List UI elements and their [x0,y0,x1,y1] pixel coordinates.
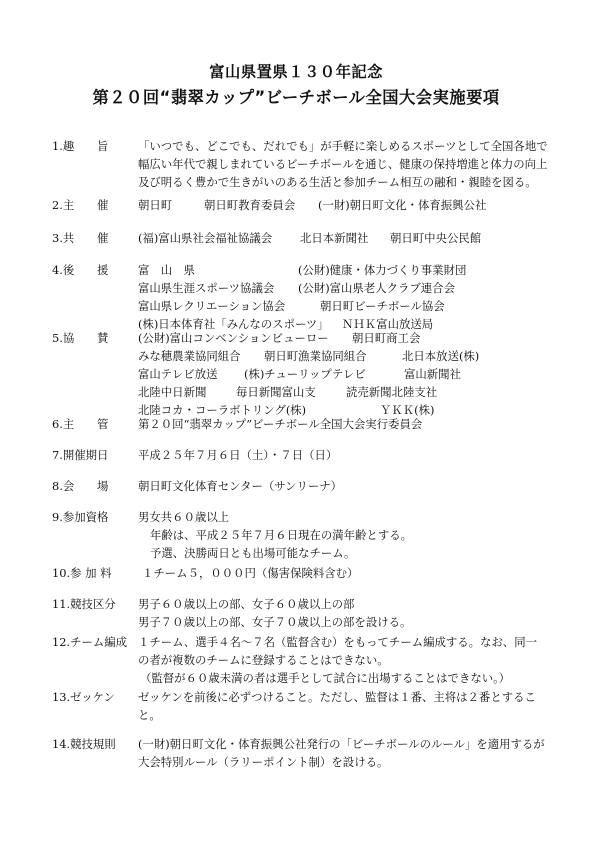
organizer-entry: 朝日町 [138,198,173,212]
supporter-entry: 富 山 県 [138,263,195,277]
section-label: 6.主 管 [52,417,109,431]
section-text-line: 第２０回“翡翠カップ”ビーチボール全国大会実行委員会 [138,417,423,431]
section-text-line: 幅広い年代で親しまれているビーチボールを通じ、健康の保持増進と体力の向上 [138,157,548,171]
section-text-line: （監督が６０歳未満の者は選手として試合に出場することはできない。） [140,671,511,685]
section-text-line: 大会特別ルール（ラリーポイント制）を設ける。 [138,755,389,769]
section-text-line: 男子７０歳以上の部、女子７０歳以上の部を設ける。 [138,615,412,629]
section-label: 11.競技区分 [52,597,116,611]
section-text-line: 朝日町文化体育センター（サンリーナ） [138,479,343,493]
title-line-1: 富山県置県１３０年記念 [209,63,383,81]
sponsor-entry: 朝日町商工会 [352,331,421,345]
section-text-line: 男女共６０歳以上 [138,510,230,524]
co-organizer-entry: (福)富山県社会福祉協議会 [138,231,273,245]
sponsor-entry: 読売新聞北陸支社 [346,385,438,399]
sponsor-entry: 富山新聞社 [404,367,461,381]
supporter-entry: ＮＨＫ富山放送局 [342,317,434,331]
section-label: 9.参加資格 [52,510,109,524]
section-label: 3.共 催 [52,231,109,245]
sponsor-entry: (公財)富山コンベンションビューロー [138,331,329,345]
section-text-line: と。 [138,708,161,722]
supporter-entry: 富山県生涯スポーツ協議会 [138,281,275,295]
section-text-line: ゼッケンを前後に必ずつけること。ただし、監督は１番、主将は２番とするこ [138,690,536,704]
supporter-entry: (公財)富山県老人クラブ連合会 [298,281,455,295]
section-label: 4.後 援 [52,263,109,277]
section-text-line: 年齢は、平成２５年７月６日現在の満年齢とする。 [150,528,412,542]
section-label: 1.趣 旨 [52,139,109,153]
section-label: 10.参 加 料 [52,566,112,580]
section-text-line: (一財)朝日町文化・体育振興公社発行の「ビーチボールのルール」を適用するが [138,737,545,751]
section-label: 5.協 賛 [52,331,109,345]
co-organizer-entry: 朝日町中央公民館 [390,231,482,245]
sponsor-entry: 富山テレビ放送 [138,367,218,381]
supporter-entry: (公財)健康・体力づくり事業財団 [298,263,467,277]
section-text-line: 平成２５年７月６日（土）・７日（日） [138,448,338,462]
title-line-2: 第２０回“翡翠カップ”ビーチボール全国大会実施要項 [92,88,500,107]
sponsor-entry: 北日本放送(株) [402,349,480,363]
sponsor-entry: ＹＫＫ(株) [380,403,435,417]
co-organizer-entry: 北日本新聞社 [300,231,369,245]
supporter-entry: 朝日町ビーチボール協会 [320,299,445,313]
section-text-line: の者が複数のチームに登録することはできない。 [138,653,389,667]
section-label: 14.競技規則 [52,737,116,751]
sponsor-entry: 朝日町漁業協同組合 [264,349,367,363]
section-text-line: １チーム、選手４名～７名（監督含む）をもってチーム編成する。なお、同一 [138,635,538,649]
section-label: 2.主 催 [52,198,109,212]
section-label: 7.開催期日 [52,448,109,462]
section-label: 13.ゼッケン [52,690,115,704]
sponsor-entry: 北陸中日新聞 [138,385,207,399]
supporter-entry: 富山県レクリエーション協会 [138,299,286,313]
section-text-line: １チーム５，０００円（傷害保険料含む） [142,566,359,580]
section-label: 12.チーム編成 [52,635,128,649]
section-text-line: 及び明るく豊かで生きがいのある生活と参加チーム相互の融和・親睦を図る。 [138,175,537,189]
supporter-entry: (株)日本体育社「みんなのスポーツ」 [138,317,329,331]
sponsor-entry: 北陸コカ・コーラボトリング(株) [138,403,307,417]
section-label: 8.会 場 [52,479,109,493]
sponsor-entry: 毎日新聞富山支 [236,385,316,399]
sponsor-entry: (株)チューリップテレビ [244,367,366,381]
sponsor-entry: みな穂農業協同組合 [138,349,241,363]
section-text-line: 「いつでも、どこでも、だれでも」が手軽に楽しめるスポーツとして全国各地で [138,139,548,153]
section-text-line: 男子６０歳以上の部、女子６０歳以上の部 [138,597,355,611]
section-text-line: 予選、決勝両日とも出場可能なチーム。 [150,546,356,560]
organizer-entry: (一財)朝日町文化・体育振興公社 [318,198,487,212]
organizer-entry: 朝日町教育委員会 [204,198,296,212]
